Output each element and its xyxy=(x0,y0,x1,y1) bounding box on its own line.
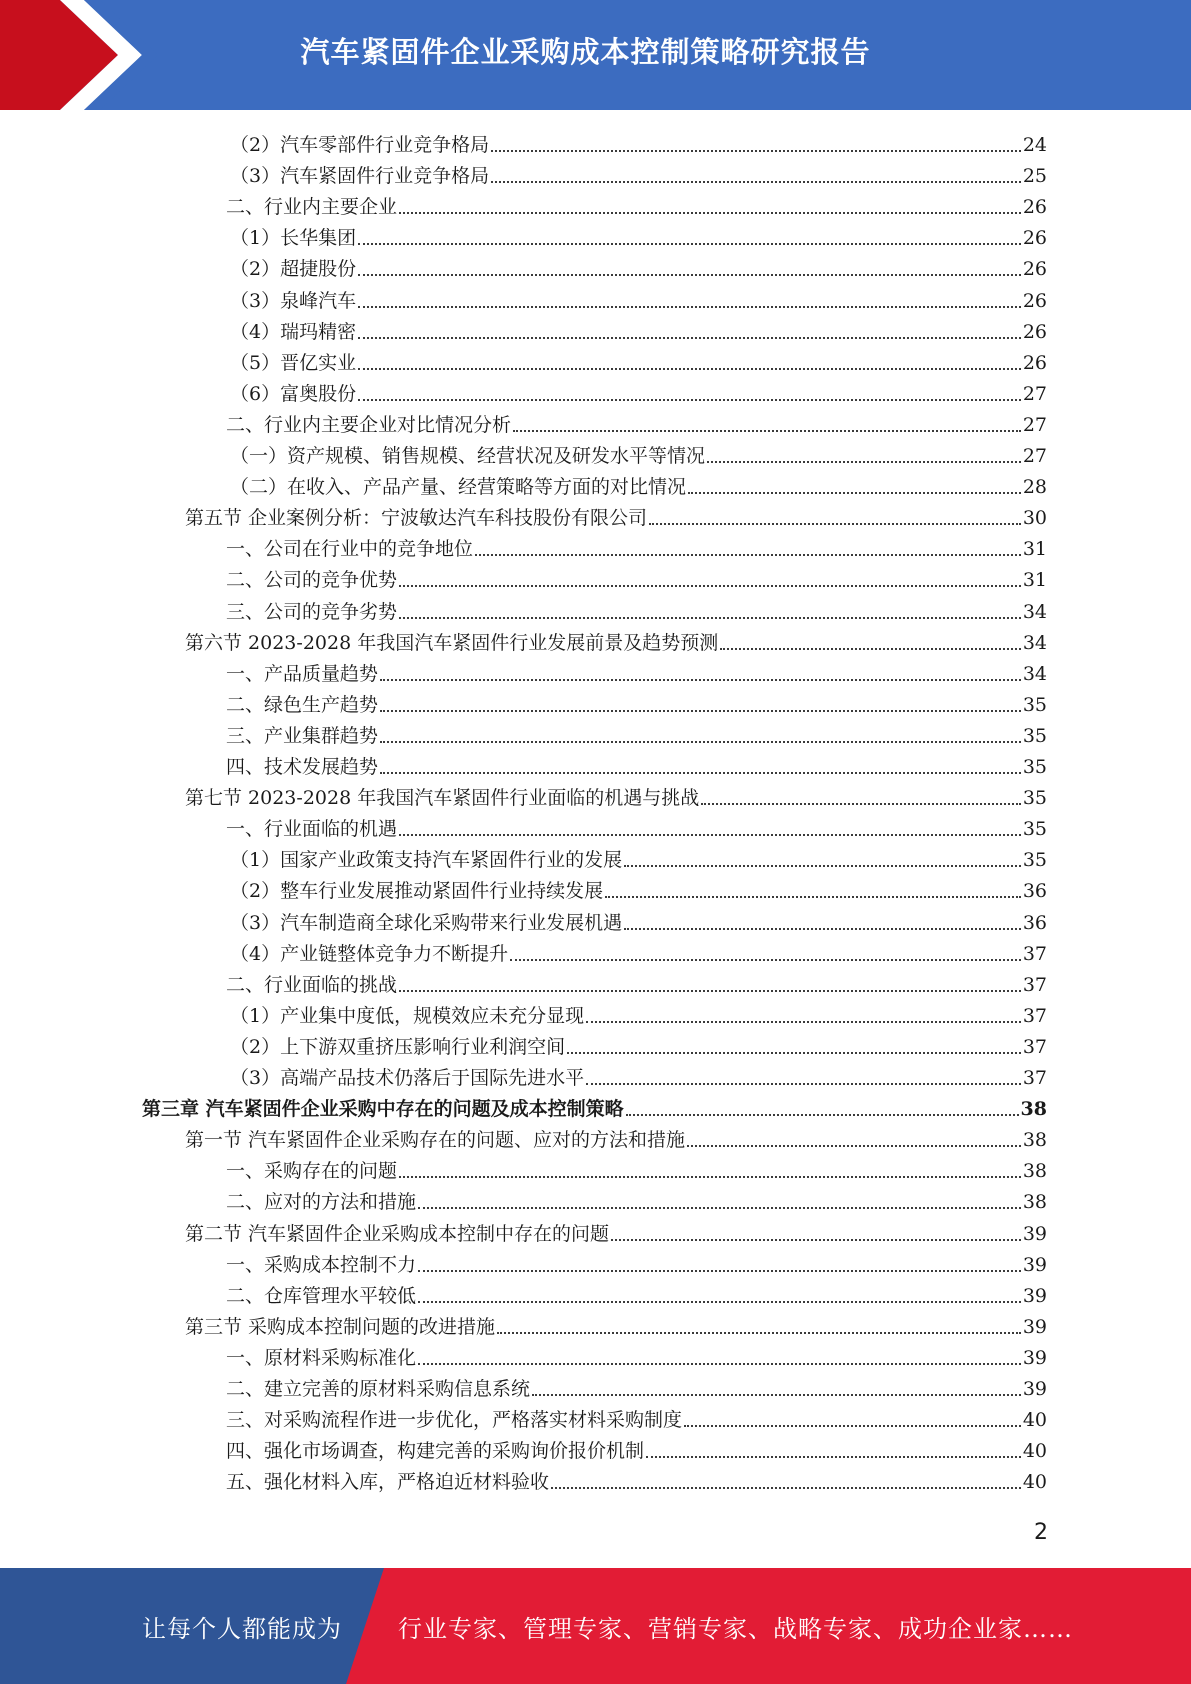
toc-entry-label: 五、强化材料入库，严格迫近材料验收 xyxy=(226,1471,550,1494)
toc-dot-leader xyxy=(399,990,1021,992)
toc-dot-leader xyxy=(399,212,1021,214)
toc-entry[interactable] xyxy=(230,314,1047,345)
toc-entry[interactable] xyxy=(185,500,1047,531)
toc-entry-label: （3）高端产品技术仍落后于国际先进水平 xyxy=(230,1067,585,1089)
toc-entry-label: （5）晋亿实业 xyxy=(230,351,357,374)
toc-dot-leader xyxy=(513,430,1021,432)
toc-entry[interactable] xyxy=(185,780,1047,811)
toc-entry[interactable] xyxy=(230,1060,1047,1091)
toc-entry-label: （二）在收入、产品产量、经营策略等方面的对比情况 xyxy=(230,476,687,499)
footer-slogan-left: 让每个人都能成为 xyxy=(142,1614,342,1643)
toc-entry-page: 27 xyxy=(1022,445,1047,467)
toc-entry-label: 四、技术发展趋势 xyxy=(226,756,379,778)
toc-entry-page: 36 xyxy=(1022,880,1047,903)
toc-entry-page: 34 xyxy=(1022,631,1047,654)
toc-entry-label: （1）国家产业政策支持汽车紧固件行业的发展 xyxy=(230,849,623,872)
toc-dot-leader xyxy=(475,554,1021,556)
toc-entry-page: 39 xyxy=(1022,1222,1047,1245)
toc-dot-leader xyxy=(491,181,1021,183)
toc-entry-label: 一、采购存在的问题 xyxy=(226,1160,398,1183)
chevron-logo-icon xyxy=(0,0,160,110)
toc-entry-label: 一、公司在行业中的竞争地位 xyxy=(226,538,474,561)
toc-entry[interactable] xyxy=(230,1029,1047,1060)
toc-entry[interactable] xyxy=(226,1278,1047,1309)
toc-entry-label: 一、产品质量趋势 xyxy=(226,662,379,685)
toc-entry-page: 26 xyxy=(1022,289,1047,312)
toc-dot-leader xyxy=(624,928,1021,930)
toc-entry-label: 二、绿色生产趋势 xyxy=(226,693,379,716)
toc-entry-label: （3）泉峰汽车 xyxy=(230,289,357,312)
toc-entry-page: 31 xyxy=(1022,538,1047,561)
toc-entry-page: 26 xyxy=(1022,227,1047,250)
toc-entry-label: 二、仓库管理水平较低 xyxy=(226,1284,417,1307)
toc-dot-leader xyxy=(399,585,1021,587)
toc-entry[interactable] xyxy=(230,438,1047,469)
toc-dot-leader xyxy=(720,648,1021,650)
toc-entry-label: （3）汽车制造商全球化采购带来行业发展机遇 xyxy=(230,911,623,934)
toc-entry[interactable] xyxy=(226,594,1047,625)
toc-dot-leader xyxy=(532,1394,1021,1396)
toc-entry[interactable] xyxy=(230,251,1047,282)
toc-dot-leader xyxy=(688,492,1021,494)
toc-entry-label: （2）整车行业发展推动紧固件行业持续发展 xyxy=(230,880,604,903)
toc-entry-page: 26 xyxy=(1022,320,1047,343)
toc-entry-page: 35 xyxy=(1022,849,1047,872)
toc-dot-leader xyxy=(551,1487,1021,1489)
toc-entry-label: 三、公司的竞争劣势 xyxy=(226,600,398,623)
page-title: 汽车紧固件企业采购成本控制策略研究报告 xyxy=(300,34,871,69)
toc-entry[interactable] xyxy=(226,1340,1047,1371)
toc-entry[interactable] xyxy=(230,376,1047,407)
toc-dot-leader xyxy=(605,896,1021,898)
toc-entry-label: 三、产业集群趋势 xyxy=(226,724,379,747)
toc-entry-page: 39 xyxy=(1022,1284,1047,1307)
toc-entry-page: 36 xyxy=(1022,911,1047,934)
toc-entry-page: 34 xyxy=(1022,662,1047,685)
toc-entry-label: （2）汽车零部件行业竞争格局 xyxy=(230,134,490,156)
toc-entry-page: 31 xyxy=(1022,569,1047,592)
toc-entry[interactable] xyxy=(230,873,1047,904)
toc-dot-leader xyxy=(418,1363,1021,1365)
toc-entry-label: （2）上下游双重挤压影响行业利润空间 xyxy=(230,1035,566,1058)
toc-entry-page: 28 xyxy=(1022,476,1047,499)
toc-entry-page: 38 xyxy=(1022,1191,1047,1214)
toc-entry-page: 38 xyxy=(1020,1098,1047,1121)
toc-dot-leader xyxy=(611,1239,1021,1241)
toc-entry[interactable] xyxy=(226,1184,1047,1215)
toc-entry[interactable] xyxy=(185,1216,1047,1247)
toc-dot-leader xyxy=(649,523,1021,525)
toc-dot-leader xyxy=(497,1332,1021,1334)
toc-entry-page: 35 xyxy=(1022,693,1047,716)
toc-entry[interactable] xyxy=(230,469,1047,500)
toc-entry-label: （1）产业集中度低，规模效应未充分显现 xyxy=(230,1004,585,1027)
toc-entry[interactable] xyxy=(226,1464,1047,1495)
toc-entry-label: 一、原材料采购标准化 xyxy=(226,1346,417,1369)
toc-entry-label: 二、公司的竞争优势 xyxy=(226,569,398,592)
toc-entry-label: 第六节 2023-2028 年我国汽车紧固件行业发展前景及趋势预测 xyxy=(185,631,719,654)
toc-entry-label: 二、建立完善的原材料采购信息系统 xyxy=(226,1378,531,1400)
toc-entry-label: （2）超捷股份 xyxy=(230,258,357,281)
toc-entry[interactable] xyxy=(230,127,1047,158)
toc-dot-leader xyxy=(380,772,1021,774)
toc-dot-leader xyxy=(358,399,1021,401)
toc-entry-page: 26 xyxy=(1022,196,1047,219)
toc-dot-leader xyxy=(624,865,1021,867)
toc-entry[interactable] xyxy=(230,345,1047,376)
toc-entry[interactable] xyxy=(226,967,1047,998)
toc-entry-label: （4）瑞玛精密 xyxy=(230,320,357,343)
toc-dot-leader xyxy=(586,1083,1021,1085)
toc-entry[interactable] xyxy=(226,1247,1047,1278)
toc-entry[interactable] xyxy=(185,625,1047,656)
toc-entry-page: 24 xyxy=(1022,134,1047,156)
toc-entry-page: 35 xyxy=(1022,818,1047,841)
toc-entry-page: 27 xyxy=(1022,382,1047,405)
toc-dot-leader xyxy=(418,1207,1021,1209)
toc-entry-label: 第三章 汽车紧固件企业采购中存在的问题及成本控制策略 xyxy=(142,1098,624,1121)
toc-dot-leader xyxy=(358,306,1021,308)
toc-entry-label: 第七节 2023-2028 年我国汽车紧固件行业面临的机遇与挑战 xyxy=(185,787,700,810)
toc-entry-page: 35 xyxy=(1022,756,1047,778)
toc-dot-leader xyxy=(684,1425,1021,1427)
toc-dot-leader xyxy=(646,1456,1021,1458)
toc-entry-label: （3）汽车紧固件行业竞争格局 xyxy=(230,165,490,188)
toc-entry[interactable] xyxy=(226,1371,1047,1402)
toc-entry-label: （6）富奥股份 xyxy=(230,382,357,405)
toc-dot-leader xyxy=(687,1145,1021,1147)
toc-dot-leader xyxy=(701,803,1021,805)
toc-entry-page: 40 xyxy=(1022,1409,1047,1432)
toc-entry[interactable] xyxy=(142,1091,1047,1122)
toc-entry[interactable] xyxy=(230,905,1047,936)
toc-entry-label: 三、对采购流程作进一步优化，严格落实材料采购制度 xyxy=(226,1409,683,1432)
toc-entry[interactable] xyxy=(226,1153,1047,1184)
toc-entry-label: （一）资产规模、销售规模、经营状况及研发水平等情况 xyxy=(230,445,706,467)
toc-dot-leader xyxy=(380,679,1021,681)
toc-entry[interactable] xyxy=(226,189,1047,220)
toc-entry[interactable] xyxy=(226,718,1047,749)
toc-entry-label: 第一节 汽车紧固件企业采购存在的问题、应对的方法和措施 xyxy=(185,1129,686,1152)
toc-entry-page: 39 xyxy=(1022,1253,1047,1276)
toc-entry-page: 37 xyxy=(1022,942,1047,965)
toc-entry-label: 二、应对的方法和措施 xyxy=(226,1191,417,1214)
toc-dot-leader xyxy=(358,368,1021,370)
toc-dot-leader xyxy=(399,834,1021,836)
toc-dot-leader xyxy=(707,461,1021,463)
toc-entry-page: 26 xyxy=(1022,351,1047,374)
toc-dot-leader xyxy=(380,710,1021,712)
toc-entry-page: 40 xyxy=(1022,1471,1047,1494)
toc-entry-label: （1）长华集团 xyxy=(230,227,357,250)
toc-dot-leader xyxy=(418,1301,1021,1303)
toc-entry-label: （4）产业链整体竞争力不断提升 xyxy=(230,942,509,965)
toc-dot-leader xyxy=(399,617,1021,619)
toc-entry[interactable] xyxy=(226,407,1047,438)
toc-entry[interactable] xyxy=(226,1402,1047,1433)
toc-entry-label: 第三节 采购成本控制问题的改进措施 xyxy=(185,1315,496,1338)
page-footer xyxy=(0,1568,1191,1684)
toc-entry-label: 二、行业内主要企业对比情况分析 xyxy=(226,413,512,436)
toc-entry-page: 30 xyxy=(1022,507,1047,530)
toc-entry[interactable] xyxy=(230,842,1047,873)
toc-entry-page: 39 xyxy=(1022,1315,1047,1338)
toc-dot-leader xyxy=(510,959,1021,961)
toc-entry-label: 第五节 企业案例分析：宁波敏达汽车科技股份有限公司 xyxy=(185,507,648,530)
toc-entry[interactable] xyxy=(230,998,1047,1029)
toc-entry[interactable] xyxy=(230,158,1047,189)
toc-entry-page: 37 xyxy=(1022,1035,1047,1058)
toc-entry[interactable] xyxy=(230,283,1047,314)
toc-dot-leader xyxy=(358,337,1021,339)
toc-entry-page: 27 xyxy=(1022,413,1047,436)
toc-entry-page: 37 xyxy=(1022,973,1047,996)
toc-dot-leader xyxy=(399,1176,1021,1178)
toc-entry[interactable] xyxy=(226,687,1047,718)
toc-entry-page: 25 xyxy=(1022,165,1047,188)
toc-entry-page: 38 xyxy=(1022,1129,1047,1152)
toc-dot-leader xyxy=(380,741,1021,743)
toc-entry-page: 37 xyxy=(1022,1004,1047,1027)
toc-entry[interactable] xyxy=(185,1309,1047,1340)
toc-dot-leader xyxy=(358,243,1021,245)
toc-entry-page: 35 xyxy=(1022,787,1047,810)
toc-entry-page: 40 xyxy=(1022,1440,1047,1463)
toc-dot-leader xyxy=(491,150,1021,152)
toc-entry-label: 一、行业面临的机遇 xyxy=(226,818,398,841)
toc-entry-label: 第二节 汽车紧固件企业采购成本控制中存在的问题 xyxy=(185,1222,610,1245)
toc-dot-leader xyxy=(358,274,1021,276)
toc-dot-leader xyxy=(626,1114,1019,1116)
toc-entry-page: 37 xyxy=(1022,1067,1047,1089)
toc-dot-leader xyxy=(586,1021,1021,1023)
toc-entry[interactable] xyxy=(226,811,1047,842)
toc-entry[interactable] xyxy=(226,562,1047,593)
footer-slogan-right: 行业专家、管理专家、营销专家、战略专家、成功企业家…… xyxy=(398,1614,1073,1643)
toc-entry-page: 34 xyxy=(1022,600,1047,623)
toc-entry-label: 一、采购成本控制不力 xyxy=(226,1253,417,1276)
toc-entry-page: 35 xyxy=(1022,724,1047,747)
toc-entry-label: 四、强化市场调查，构建完善的采购询价报价机制 xyxy=(226,1440,645,1463)
toc-dot-leader xyxy=(418,1270,1021,1272)
toc-entry[interactable] xyxy=(226,1433,1047,1464)
toc-entry-page: 39 xyxy=(1022,1378,1047,1400)
page-header xyxy=(0,0,1191,110)
toc-entry-page: 39 xyxy=(1022,1346,1047,1369)
toc-entry-page: 26 xyxy=(1022,258,1047,281)
toc-entry[interactable] xyxy=(185,1122,1047,1153)
page-number: 2 xyxy=(1034,1520,1048,1545)
toc-entry-label: 二、行业内主要企业 xyxy=(226,196,398,219)
toc-entry-label: 二、行业面临的挑战 xyxy=(226,973,398,996)
toc-entry[interactable] xyxy=(226,749,1047,780)
toc-entry[interactable] xyxy=(230,220,1047,251)
toc-entry[interactable] xyxy=(230,936,1047,967)
toc-entry[interactable] xyxy=(226,531,1047,562)
toc-entry[interactable] xyxy=(226,656,1047,687)
toc-entry-page: 38 xyxy=(1022,1160,1047,1183)
toc-dot-leader xyxy=(567,1052,1021,1054)
